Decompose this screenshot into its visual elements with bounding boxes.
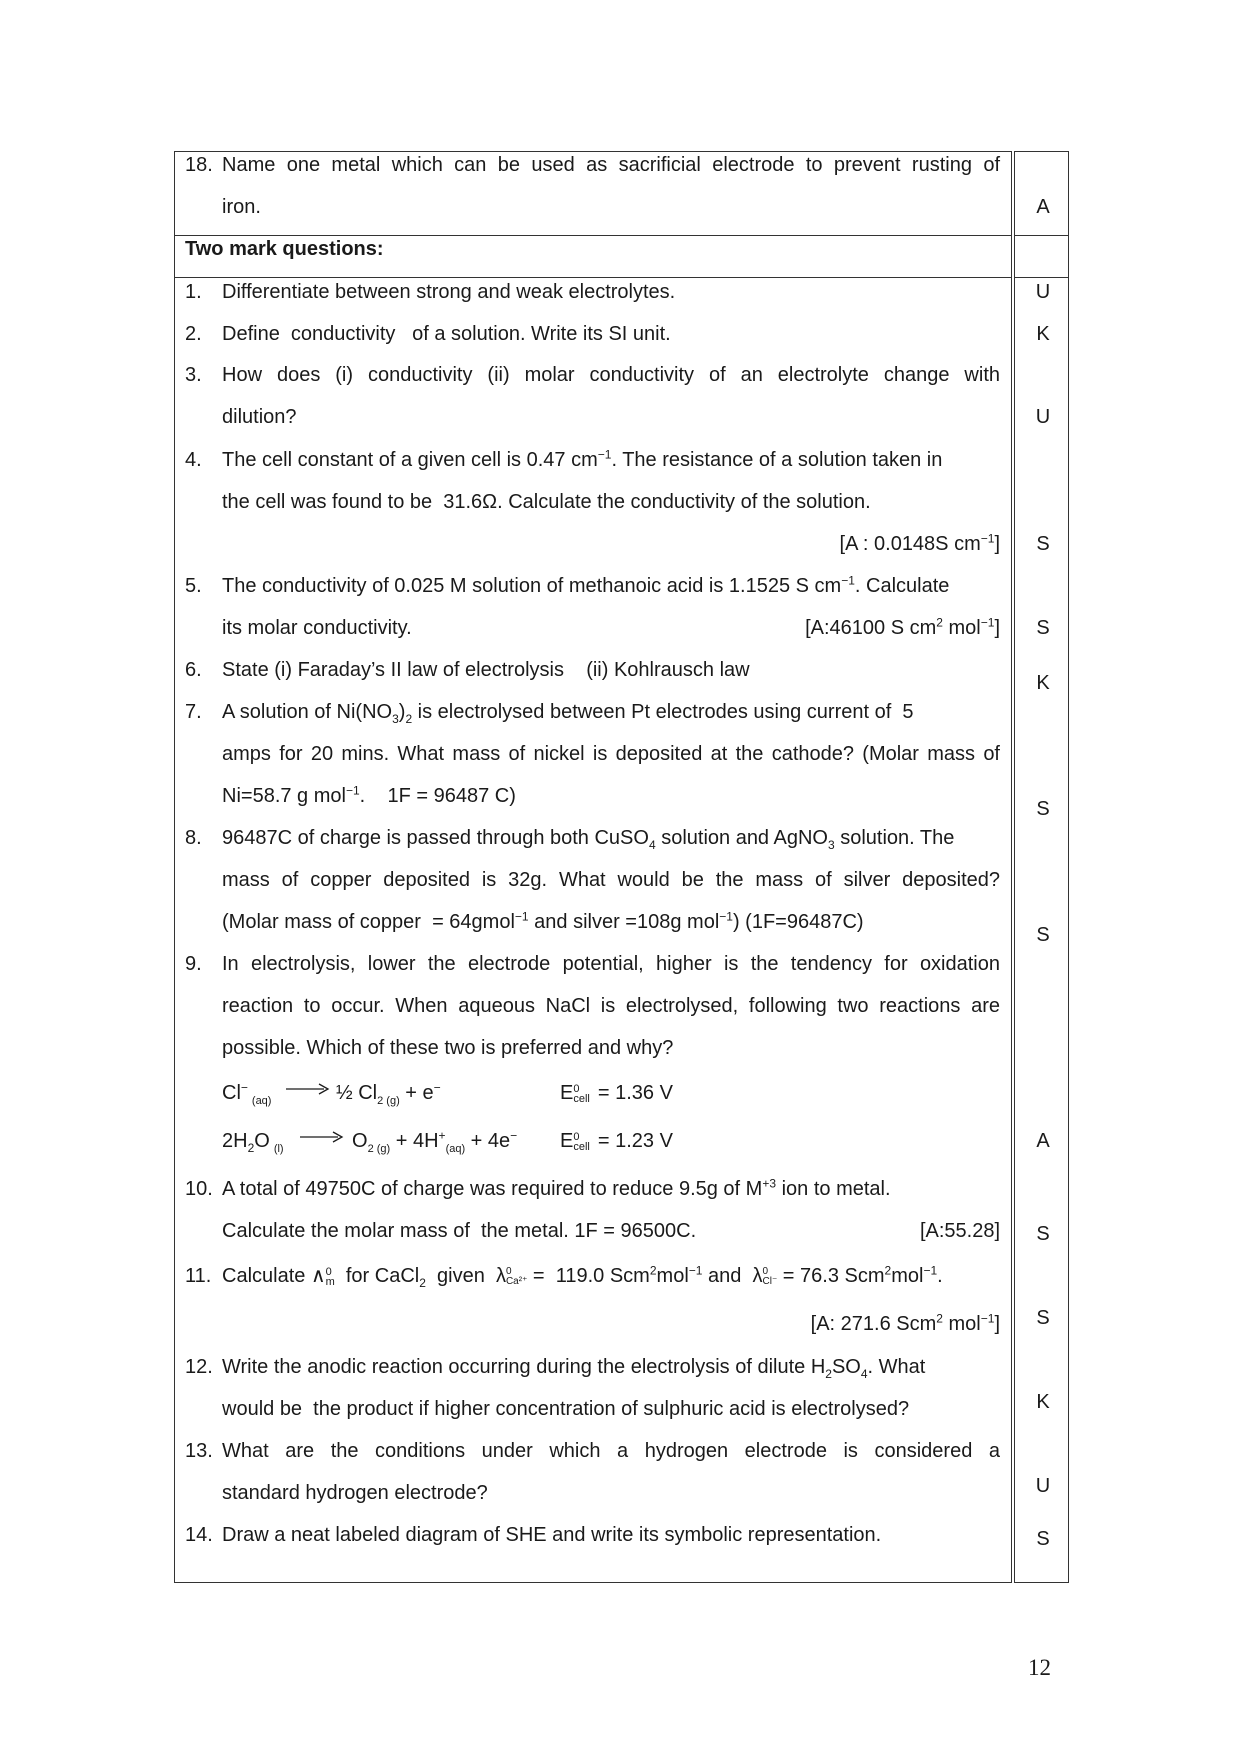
question-text: dilution? [222,406,297,428]
lambda-m-symbol: ∧ [310,1265,326,1287]
equation-2-potential: E 0 cell = 1.23 V [560,1130,673,1153]
cognitive-level: U [1035,406,1051,428]
question-number: 18. [185,154,213,176]
equation-1-potential: E 0 cell = 1.36 V [560,1082,673,1105]
question-text: (Molar mass of copper = 64gmol$^{-1}$ and silver =108g mol$^{-1}$) (1F=96487C) [222,909,864,933]
cognitive-level: S [1036,1528,1050,1550]
question-number: 10. [185,1178,213,1200]
question-number: 13. [185,1440,213,1462]
question-number: 6. [185,659,202,681]
question-number: 1. [185,281,202,303]
question-text: the cell was found to be 31.6Ω. Calculate the conductivity of the solution. [222,491,871,513]
question-text: amps for 20 mins. What mass of nickel is deposited at the cathode? (Molar mass of [222,743,1000,765]
cognitive-level: U [1035,281,1051,303]
cognitive-level: S [1036,798,1050,820]
question-text: A solution of $Ni(NO_3)_2$ is electrolysed between Pt electrodes using current of 5 [222,701,914,726]
question-text: Define conductivity of a solution. Write its SI unit. [222,323,671,345]
cognitive-level: A [1036,1130,1050,1152]
question-text: How does (i) conductivity (ii) molar conductivity of an electrolyte change with [222,364,1000,386]
question-number: 12. [185,1356,213,1378]
cognitive-level: S [1036,1223,1050,1245]
question-number: 11. [185,1265,212,1287]
question-number: 8. [185,827,202,849]
question-number: 4. [185,449,202,471]
reaction-arrow-icon [286,1080,330,1103]
level-column [1014,151,1069,1583]
equation-2-rhs: $O_{2 (g)} + 4H^+_{(aq)} + 4e^-$ [352,1128,518,1155]
equation-1-rhs: ½ $Cl_{2 (g)} + e^-$ [336,1080,441,1107]
cognitive-level: S [1036,533,1050,555]
cognitive-level: K [1036,323,1050,345]
question-text: A total of 49750C of charge was required to reduce 9.5g of $M^{+3}$ ion to metal. [222,1176,891,1200]
cognitive-level: A [1036,196,1050,218]
question-text: iron. [222,196,261,218]
equation-2-lhs: $2H_2O$ $_{(l)}$ [222,1130,284,1155]
question-text: reaction to occur. When aqueous NaCl is electrolysed, following two reactions are [222,995,1000,1017]
question-text: Ni=58.7 g mol$^{-1}$. 1F = 96487 C) [222,783,516,807]
question-number: 2. [185,323,202,345]
question-text: Calculate the molar mass of the metal. 1F = 96500C. [222,1220,697,1242]
question-text: would be the product if higher concentration of sulphuric acid is electrolysed? [222,1398,910,1420]
answer: [A:55.28] [919,1220,1000,1242]
cognitive-level: U [1035,1475,1051,1497]
question-number: 5. [185,575,202,597]
question-text: 96487C of charge is passed through both CuSO$_4$ solution and AgNO$_3$ solution. The [222,827,955,852]
row-divider [1014,235,1069,236]
cognitive-level: S [1036,617,1050,639]
answer: [A: 271.6 Scm$^2$ mol$^{-1}$] [810,1311,1000,1335]
row-divider [174,277,1012,278]
question-text: standard hydrogen electrode? [222,1482,488,1504]
question-text: Draw a neat labeled diagram of SHE and write its symbolic representation. [222,1524,882,1546]
question-text: Name one metal which can be used as sacrificial electrode to prevent rusting of [222,154,1000,176]
question-number: 9. [185,953,202,975]
question-number: 14. [185,1524,213,1546]
reaction-arrow-icon [300,1128,344,1151]
equation-1-lhs: $Cl^-_{(aq)}$ [222,1080,272,1107]
question-text: In electrolysis, lower the electrode potential, higher is the tendency for oxidation [222,953,1000,975]
cognitive-level: K [1036,1391,1050,1413]
question-text: The cell constant of a given cell is 0.47 $cm^{-1}$. The resistance of a solution taken in [222,447,943,471]
row-divider [174,235,1012,236]
question-text: Calculate ∧ 0 m for CaCl$_2$ given λ 0 Ca²⁺ = 119.0 Scm$^2$mol$^{-1}$ and λ 0 Cl⁻ = 76.3 Scm$^2$mol$^{-1}$. [222,1263,943,1290]
question-text: mass of copper deposited is 32g. What would be the mass of silver deposited? [222,869,1000,891]
question-text: Write the anodic reaction occurring during the electrolysis of dilute $H_2SO_4$. What [222,1356,926,1381]
question-text: possible. Which of these two is preferred and why? [222,1037,674,1059]
cognitive-level: K [1036,672,1050,694]
answer: [A:46100 S $cm^2$ mol$^{-1}$] [805,615,1000,639]
question-text: Differentiate between strong and weak electrolytes. [222,281,676,303]
question-number: 7. [185,701,202,723]
section-title: Two mark questions: [185,238,384,260]
question-text: State (i) Faraday’s II law of electrolysis (ii) Kohlrausch law [222,659,750,681]
answer: [A : 0.0148S $cm^{-1}$] [839,531,1000,555]
question-text: its molar conductivity. [222,617,412,639]
cognitive-level: S [1036,924,1050,946]
page-number: 12 [1028,1655,1051,1680]
question-number: 3. [185,364,202,386]
question-text: What are the conditions under which a hydrogen electrode is considered a [222,1440,1000,1462]
cognitive-level: S [1036,1307,1050,1329]
question-text: The conductivity of 0.025 M solution of methanoic acid is 1.1525 S $cm^{-1}$. Calculate [222,573,950,597]
row-divider [1014,277,1069,278]
